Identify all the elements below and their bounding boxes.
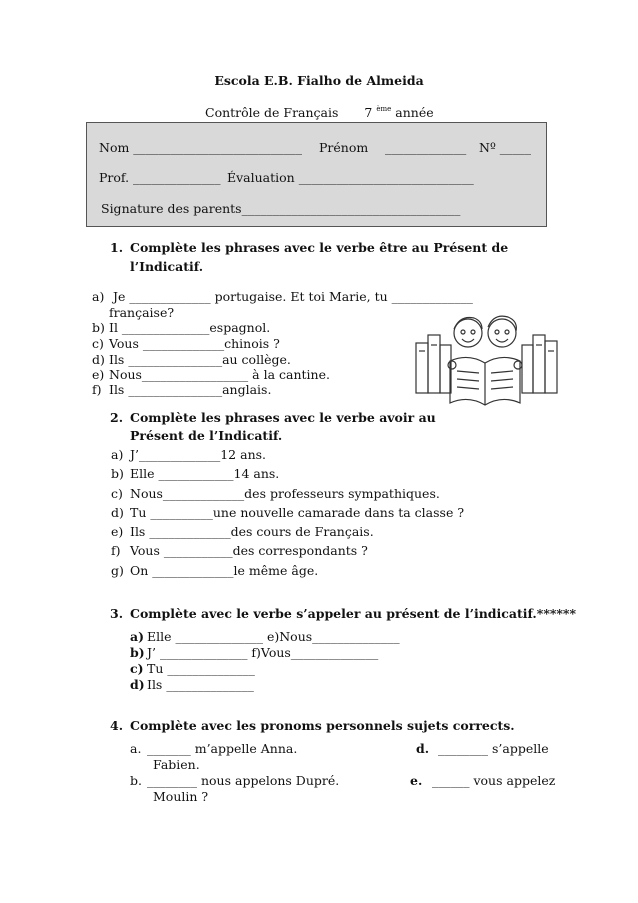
ex2-item-b: [111, 466, 279, 481]
control-label: Contrôle de Français: [205, 105, 339, 120]
item-text: Vous _____________chinois ?: [109, 336, 280, 351]
ex4-item-e: [410, 773, 555, 788]
ex1-item-a: [92, 289, 473, 304]
item-text: ______ vous appelez: [432, 773, 556, 788]
item-letter: d): [92, 352, 105, 367]
item-letter: e): [111, 524, 124, 539]
item-letter: g): [111, 563, 124, 578]
ex1-title-line2: l’Indicatif.: [130, 259, 204, 274]
firstname-label: Prénom: [319, 140, 369, 155]
ex4-item-d-continued: Fabien.: [153, 757, 200, 772]
item-letter: c): [130, 661, 144, 676]
test-subtitle: [205, 105, 434, 120]
item-letter: c): [111, 486, 123, 501]
item-letter: b.: [130, 773, 142, 788]
item-letter: a): [111, 447, 124, 462]
evaluation-field[interactable]: Évaluation ____________________________: [227, 170, 474, 185]
ex1-item-c: [92, 336, 280, 351]
item-text: _______ m’appelle Anna.: [147, 741, 298, 756]
ex3-item-a: [130, 629, 400, 644]
item-letter: d): [111, 505, 124, 520]
item-letter: c): [92, 336, 104, 351]
item-text: J’ ______________ f)Vous______________: [147, 645, 379, 660]
ex2-number: 2.: [110, 410, 124, 425]
ex1-title-line1: Complète les phrases avec le verbe être au Présent de: [130, 240, 509, 255]
item-letter: b): [111, 466, 124, 481]
item-text: Tu ______________: [147, 661, 255, 676]
item-letter: d.: [416, 741, 430, 756]
item-text: ________ s’appelle: [438, 741, 549, 756]
item-text: On _____________le même âge.: [130, 563, 319, 578]
item-letter: a): [92, 289, 105, 304]
ex3-item-c: [130, 661, 255, 676]
ex3-item-d: [130, 677, 254, 692]
ex1-number: 1.: [110, 240, 124, 255]
item-text: Ils _____________des cours de Français.: [130, 524, 374, 539]
school-title: Escola E.B. Fialho de Almeida: [214, 73, 424, 88]
item-letter: b): [130, 645, 145, 660]
item-letter: a.: [130, 741, 142, 756]
item-text: Je _____________ portugaise. Et toi Marie, tu _____________: [109, 289, 473, 304]
number-field[interactable]: Nº _____: [479, 140, 532, 155]
firstname-field[interactable]: _____________: [385, 140, 467, 155]
item-text: Elle ____________14 ans.: [130, 466, 280, 481]
ex2-item-e: [111, 524, 374, 539]
ex2-title-line1: Complète les phrases avec le verbe avoir au: [130, 410, 436, 425]
ex3-item-b: [130, 645, 378, 660]
item-letter: f): [92, 382, 102, 397]
teacher-field[interactable]: Prof. ______________: [99, 170, 221, 185]
ex1-item-b: [92, 320, 270, 335]
item-letter: f): [111, 543, 121, 558]
ex2-item-a: [111, 447, 266, 462]
item-text: Ils _______________anglais.: [109, 382, 272, 397]
item-text: Il ______________espagnol.: [109, 320, 271, 335]
ex2-item-g: [111, 563, 318, 578]
item-letter: b): [92, 320, 105, 335]
grade-word: année: [395, 105, 434, 120]
ex4-item-b: [130, 773, 339, 788]
ex1-item-f: [92, 382, 271, 397]
ex2-title-line2: Présent de l’Indicatif.: [130, 428, 283, 443]
student-info-box: [86, 122, 547, 227]
item-text: J’_____________12 ans.: [130, 447, 267, 462]
item-text: Ils ______________: [147, 677, 254, 692]
item-letter: d): [130, 677, 145, 692]
ex2-item-f: [111, 543, 368, 558]
grade-number: 7: [364, 105, 373, 120]
ex2-item-d: [111, 505, 464, 520]
name-field[interactable]: Nom ___________________________: [99, 140, 303, 155]
ex1-item-e: [92, 367, 330, 382]
ex4-item-a: [130, 741, 297, 756]
item-letter: e): [92, 367, 105, 382]
ex4-item-e-continued: Moulin ?: [153, 789, 209, 804]
ex4-number: 4.: [110, 718, 124, 733]
ex3-number: 3.: [110, 606, 124, 621]
item-text: Elle ______________ e)Nous______________: [147, 629, 400, 644]
ex4-title: Complète avec les pronoms personnels sujets corrects.: [130, 718, 515, 733]
item-text: Nous_________________ à la cantine.: [109, 367, 330, 382]
grade-superscript: ème: [376, 105, 392, 113]
ex4-item-d: [416, 741, 549, 756]
parent-signature-field[interactable]: Signature des parents___________________________________: [101, 201, 461, 216]
ex3-title: Complète avec le verbe s’appeler au présent de l’indicatif.******: [130, 606, 577, 621]
ex2-item-c: [111, 486, 440, 501]
children-reading-illustration: [410, 305, 562, 410]
item-text: Ils _______________au collège.: [109, 352, 291, 367]
item-text: Tu __________une nouvelle camarade dans ta classe ?: [130, 505, 465, 520]
item-text: Vous ___________des correspondants ?: [130, 543, 368, 558]
ex1-item-d: [92, 352, 291, 367]
item-text: Nous_____________des professeurs sympathiques.: [130, 486, 440, 501]
item-text: ________ nous appelons Dupré.: [147, 773, 340, 788]
item-letter: e.: [410, 773, 423, 788]
ex1-item-a-continued: française?: [109, 305, 175, 320]
item-letter: a): [130, 629, 145, 644]
